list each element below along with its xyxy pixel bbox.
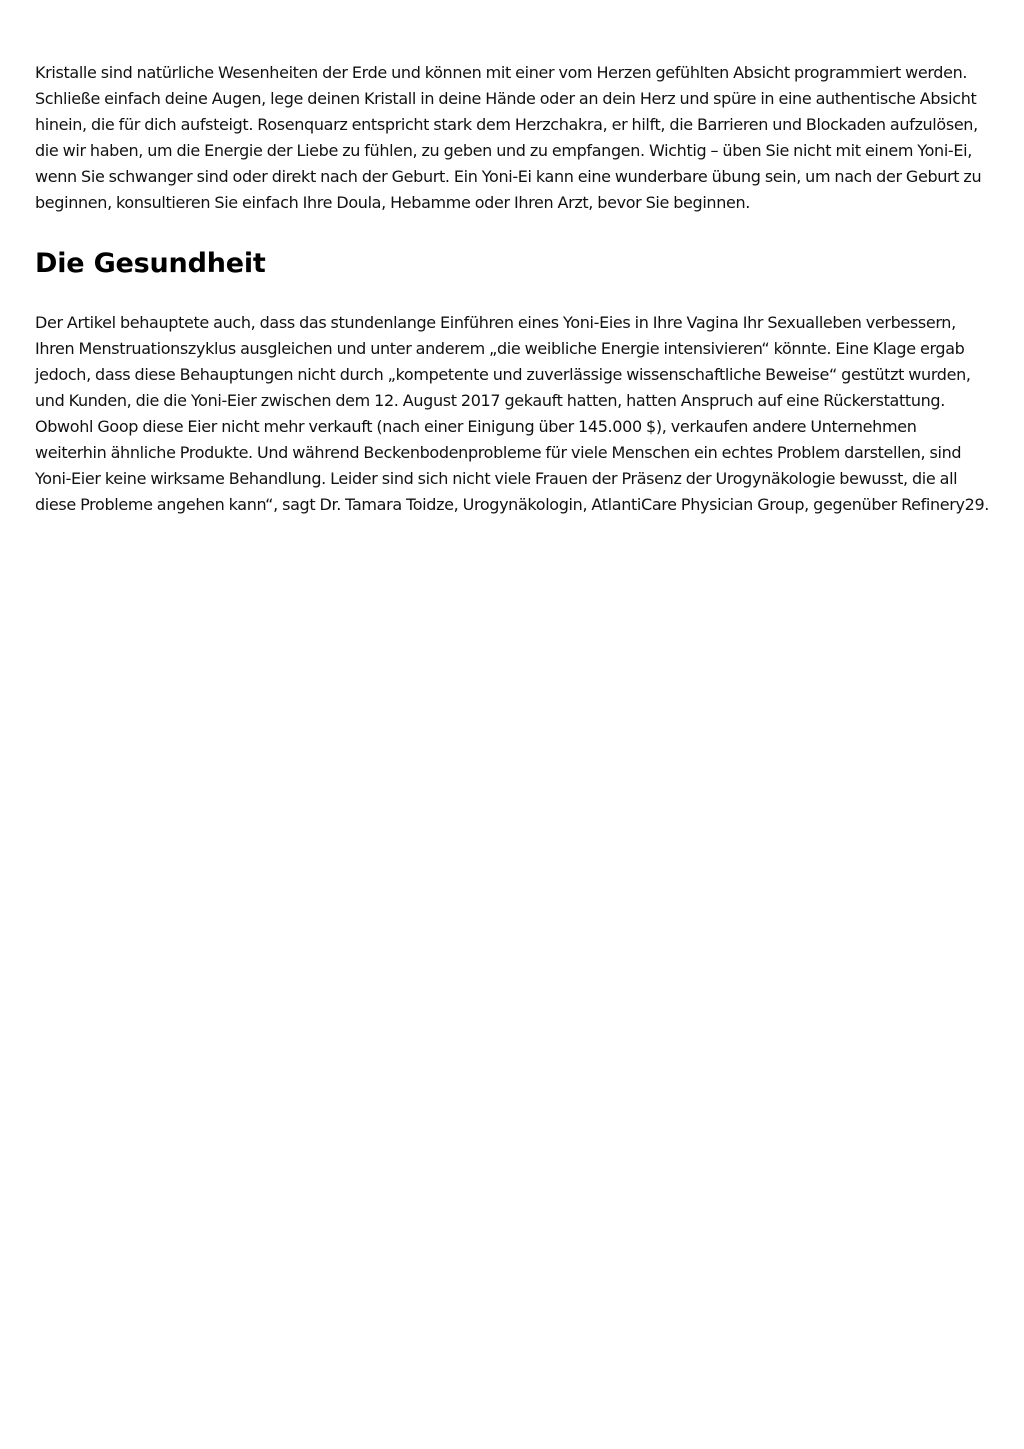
intro-paragraph: Kristalle sind natürliche Wesenheiten der Erde und können mit einer vom Herzen gefühlten Absicht programmiert werden. Schließe einfach deine Augen, lege deinen Kristall in deine Hände oder an dein Herz und spüre in eine authentische Absicht hinein, die für dich aufsteigt. Rosenquarz entspricht stark dem Herzchakra, er hilft, die Barrieren und Blockaden aufzulösen, die wir haben, um die Energie der Liebe zu fühlen, zu geben und zu empfangen. Wichtig – üben Sie nicht mit einem Yoni-Ei, wenn Sie schwanger sind oder direkt nach der Geburt. Ein Yoni-Ei kann eine wunderbare übung sein, um nach der Geburt zu beginnen, konsultieren Sie einfach Ihre Doula, Hebamme oder Ihren Arzt, bevor Sie beginnen. — [35, 63, 982, 212]
health-paragraph: Der Artikel behauptete auch, dass das stundenlange Einführen eines Yoni-Eies in Ihre Vagina Ihr Sexualleben verbessern, Ihren Menstruationszyklus ausgleichen und unter anderem „die weibliche Energie intensivieren“ könnte. Eine Klage ergab jedoch, dass diese Behauptungen nicht durch „kompetente und zuverlässige wissenschaftliche Beweise“ gestützt wurden, und Kunden, die die Yoni-Eier zwischen dem 12. August 2017 gekauft hatten, hatten Anspruch auf eine Rückerstattung. Obwohl Goop diese Eier nicht mehr verkauft (nach einer Einigung über 145.000 $), verkaufen andere Unternehmen weiterhin ähnliche Produkte. Und während Beckenbodenprobleme für viele Menschen ein echtes Problem darstellen, sind Yoni-Eier keine wirksame Behandlung. Leider sind sich nicht viele Frauen der Präsenz der Urogynäkologie bewusst, die all diese Probleme angehen kann“, sagt Dr. Tamara Toidze, Urogynäkologin, AtlantiCare Physician Group, gegenüber Refinery29. — [35, 313, 990, 514]
section-heading: Die Gesundheit — [35, 248, 266, 279]
document-page — [35, 60, 990, 518]
